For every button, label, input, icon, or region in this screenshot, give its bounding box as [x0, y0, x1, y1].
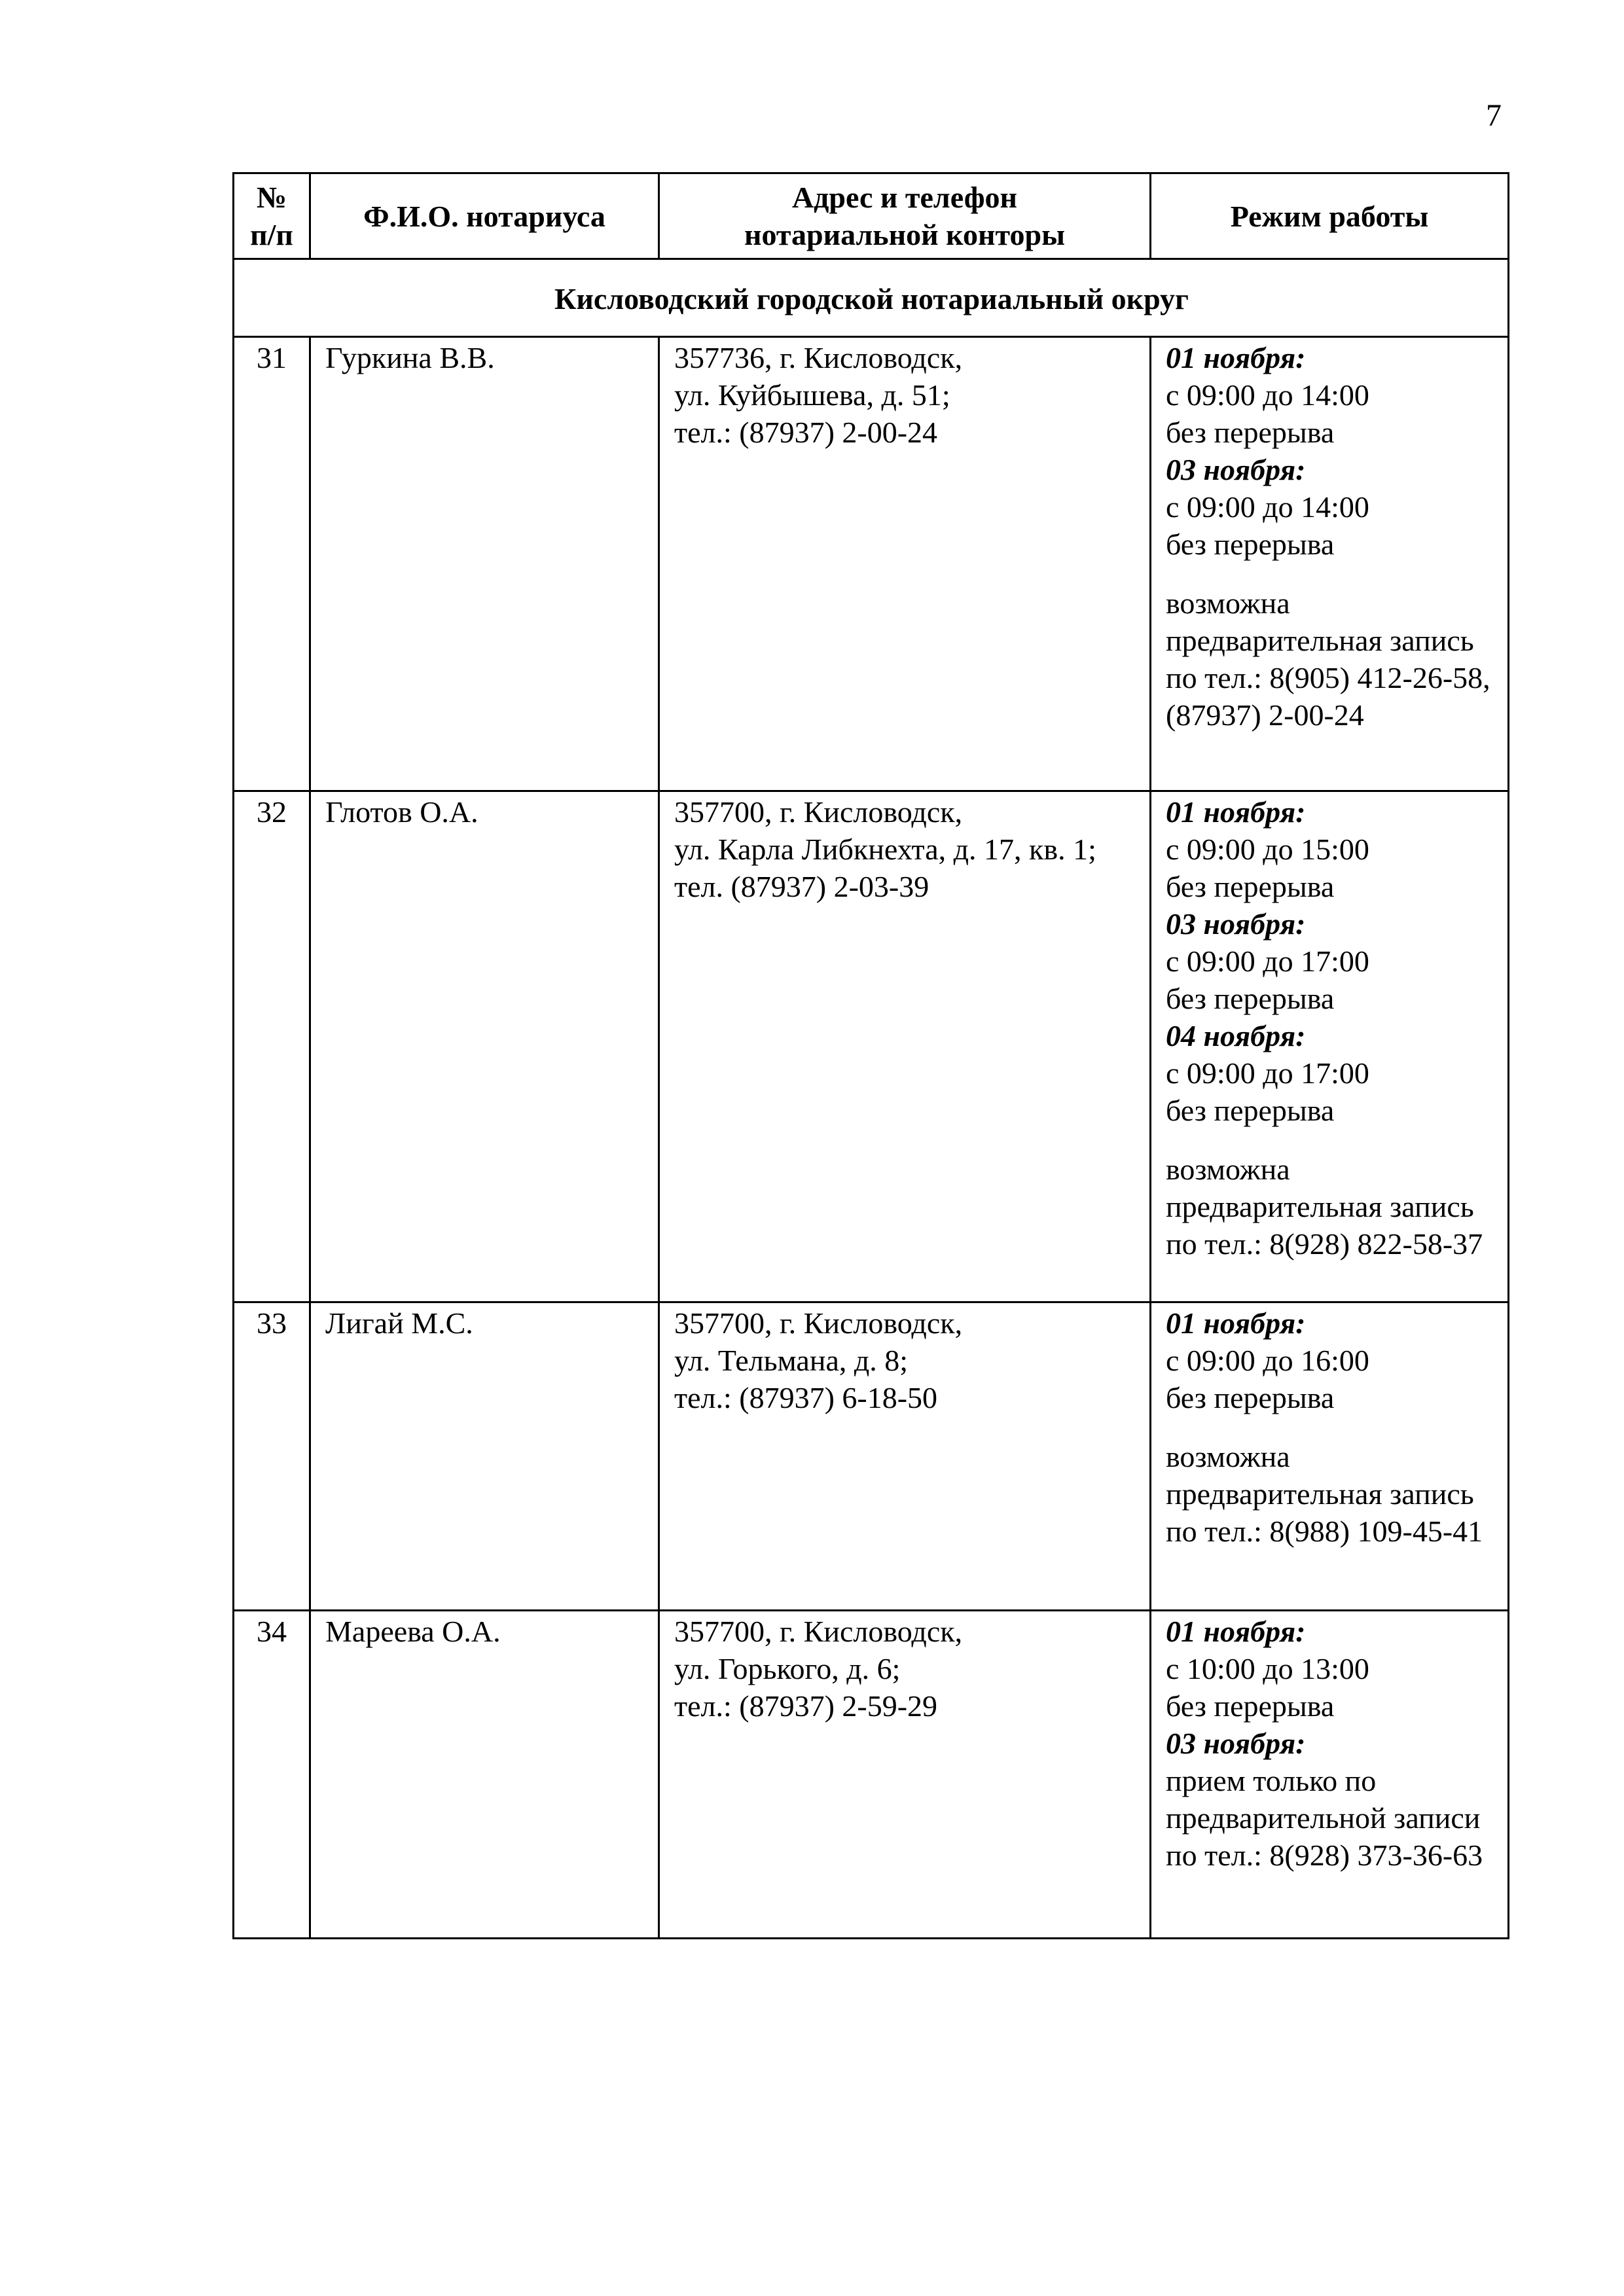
row-number: 34	[234, 1611, 310, 1939]
notary-address	[659, 1302, 1151, 1611]
header-address	[659, 173, 1151, 259]
note-line: предварительная запись	[1166, 1477, 1474, 1511]
header-schedule: Режим работы	[1151, 173, 1509, 259]
schedule-line: предварительной записи	[1166, 1801, 1481, 1835]
notary-address	[659, 1611, 1151, 1939]
notary-name: Гуркина В.В.	[310, 337, 659, 791]
appointment-note	[1166, 1151, 1494, 1263]
schedule-date: 01 ноября:	[1166, 795, 1306, 829]
note-line: (87937) 2-00-24	[1166, 698, 1364, 732]
note-line: по тел.: 8(928) 822-58-37	[1166, 1227, 1483, 1261]
schedule-line: с 10:00 до 13:00	[1166, 1652, 1369, 1685]
header-address-line2: нотариальной конторы	[744, 218, 1066, 251]
note-line: предварительная запись	[1166, 624, 1474, 657]
schedule-line: с 09:00 до 17:00	[1166, 1056, 1369, 1090]
note-line: возможна	[1166, 1153, 1290, 1186]
header-name: Ф.И.О. нотариуса	[310, 173, 659, 259]
address-line: тел. (87937) 2-03-39	[674, 870, 929, 903]
table-row	[234, 1302, 1509, 1611]
notary-name: Лигай М.С.	[310, 1302, 659, 1611]
header-num-line1: №	[256, 181, 287, 214]
address-line: ул. Куйбышева, д. 51;	[674, 378, 950, 412]
note-line: по тел.: 8(988) 109-45-41	[1166, 1515, 1483, 1548]
header-address-line1: Адрес и телефон	[791, 181, 1018, 214]
row-number: 32	[234, 791, 310, 1302]
schedule-line: прием только по	[1166, 1764, 1377, 1797]
header-num-line2: п/п	[250, 218, 293, 251]
schedule-line: без перерыва	[1166, 528, 1335, 561]
table-row	[234, 791, 1509, 1302]
notary-table	[232, 172, 1509, 1939]
schedule-line: без перерыва	[1166, 1689, 1335, 1723]
work-schedule	[1151, 1302, 1509, 1611]
schedule-date: 01 ноября:	[1166, 1306, 1306, 1340]
note-line: возможна	[1166, 1440, 1290, 1473]
notary-address	[659, 791, 1151, 1302]
note-line: по тел.: 8(905) 412-26-58,	[1166, 661, 1490, 694]
address-line: ул. Тельмана, д. 8;	[674, 1344, 909, 1377]
schedule-date: 03 ноября:	[1166, 907, 1306, 941]
schedule-line: с 09:00 до 16:00	[1166, 1344, 1369, 1377]
address-line: 357700, г. Кисловодск,	[674, 795, 963, 829]
schedule-date: 03 ноября:	[1166, 453, 1306, 486]
appointment-note	[1166, 1438, 1494, 1550]
row-number: 33	[234, 1302, 310, 1611]
schedule-date: 03 ноября:	[1166, 1727, 1306, 1760]
schedule-line: без перерыва	[1166, 870, 1335, 903]
schedule-line: без перерыва	[1166, 982, 1335, 1015]
notary-address	[659, 337, 1151, 791]
schedule-line: с 09:00 до 15:00	[1166, 833, 1369, 866]
address-line: тел.: (87937) 6-18-50	[674, 1381, 938, 1414]
address-line: 357700, г. Кисловодск,	[674, 1306, 963, 1340]
work-schedule	[1151, 1611, 1509, 1939]
address-line: 357700, г. Кисловодск,	[674, 1615, 963, 1648]
schedule-date: 04 ноября:	[1166, 1019, 1306, 1052]
row-number: 31	[234, 337, 310, 791]
notary-name: Мареева О.А.	[310, 1611, 659, 1939]
district-title: Кисловодский городской нотариальный округ	[234, 259, 1509, 337]
district-row	[234, 259, 1509, 337]
schedule-line: без перерыва	[1166, 1381, 1335, 1414]
schedule-line: без перерыва	[1166, 416, 1335, 449]
schedule-line: по тел.: 8(928) 373-36-63	[1166, 1839, 1483, 1872]
address-line: ул. Горького, д. 6;	[674, 1652, 901, 1685]
appointment-note	[1166, 584, 1494, 734]
table-row	[234, 1611, 1509, 1939]
work-schedule	[1151, 791, 1509, 1302]
schedule-date: 01 ноября:	[1166, 341, 1306, 374]
schedule-line: с 09:00 до 14:00	[1166, 378, 1369, 412]
note-line: возможна	[1166, 586, 1290, 620]
address-line: тел.: (87937) 2-59-29	[674, 1689, 938, 1723]
address-line: 357736, г. Кисловодск,	[674, 341, 963, 374]
address-line: тел.: (87937) 2-00-24	[674, 416, 938, 449]
page-number: 7	[1486, 98, 1502, 133]
schedule-line: с 09:00 до 17:00	[1166, 944, 1369, 978]
header-row	[234, 173, 1509, 259]
note-line: предварительная запись	[1166, 1190, 1474, 1223]
schedule-line: без перерыва	[1166, 1094, 1335, 1127]
work-schedule	[1151, 337, 1509, 791]
schedule-line: с 09:00 до 14:00	[1166, 490, 1369, 524]
schedule-date: 01 ноября:	[1166, 1615, 1306, 1648]
address-line: ул. Карла Либкнехта, д. 17, кв. 1;	[674, 833, 1096, 866]
table-row	[234, 337, 1509, 791]
notary-name: Глотов О.А.	[310, 791, 659, 1302]
header-num	[234, 173, 310, 259]
